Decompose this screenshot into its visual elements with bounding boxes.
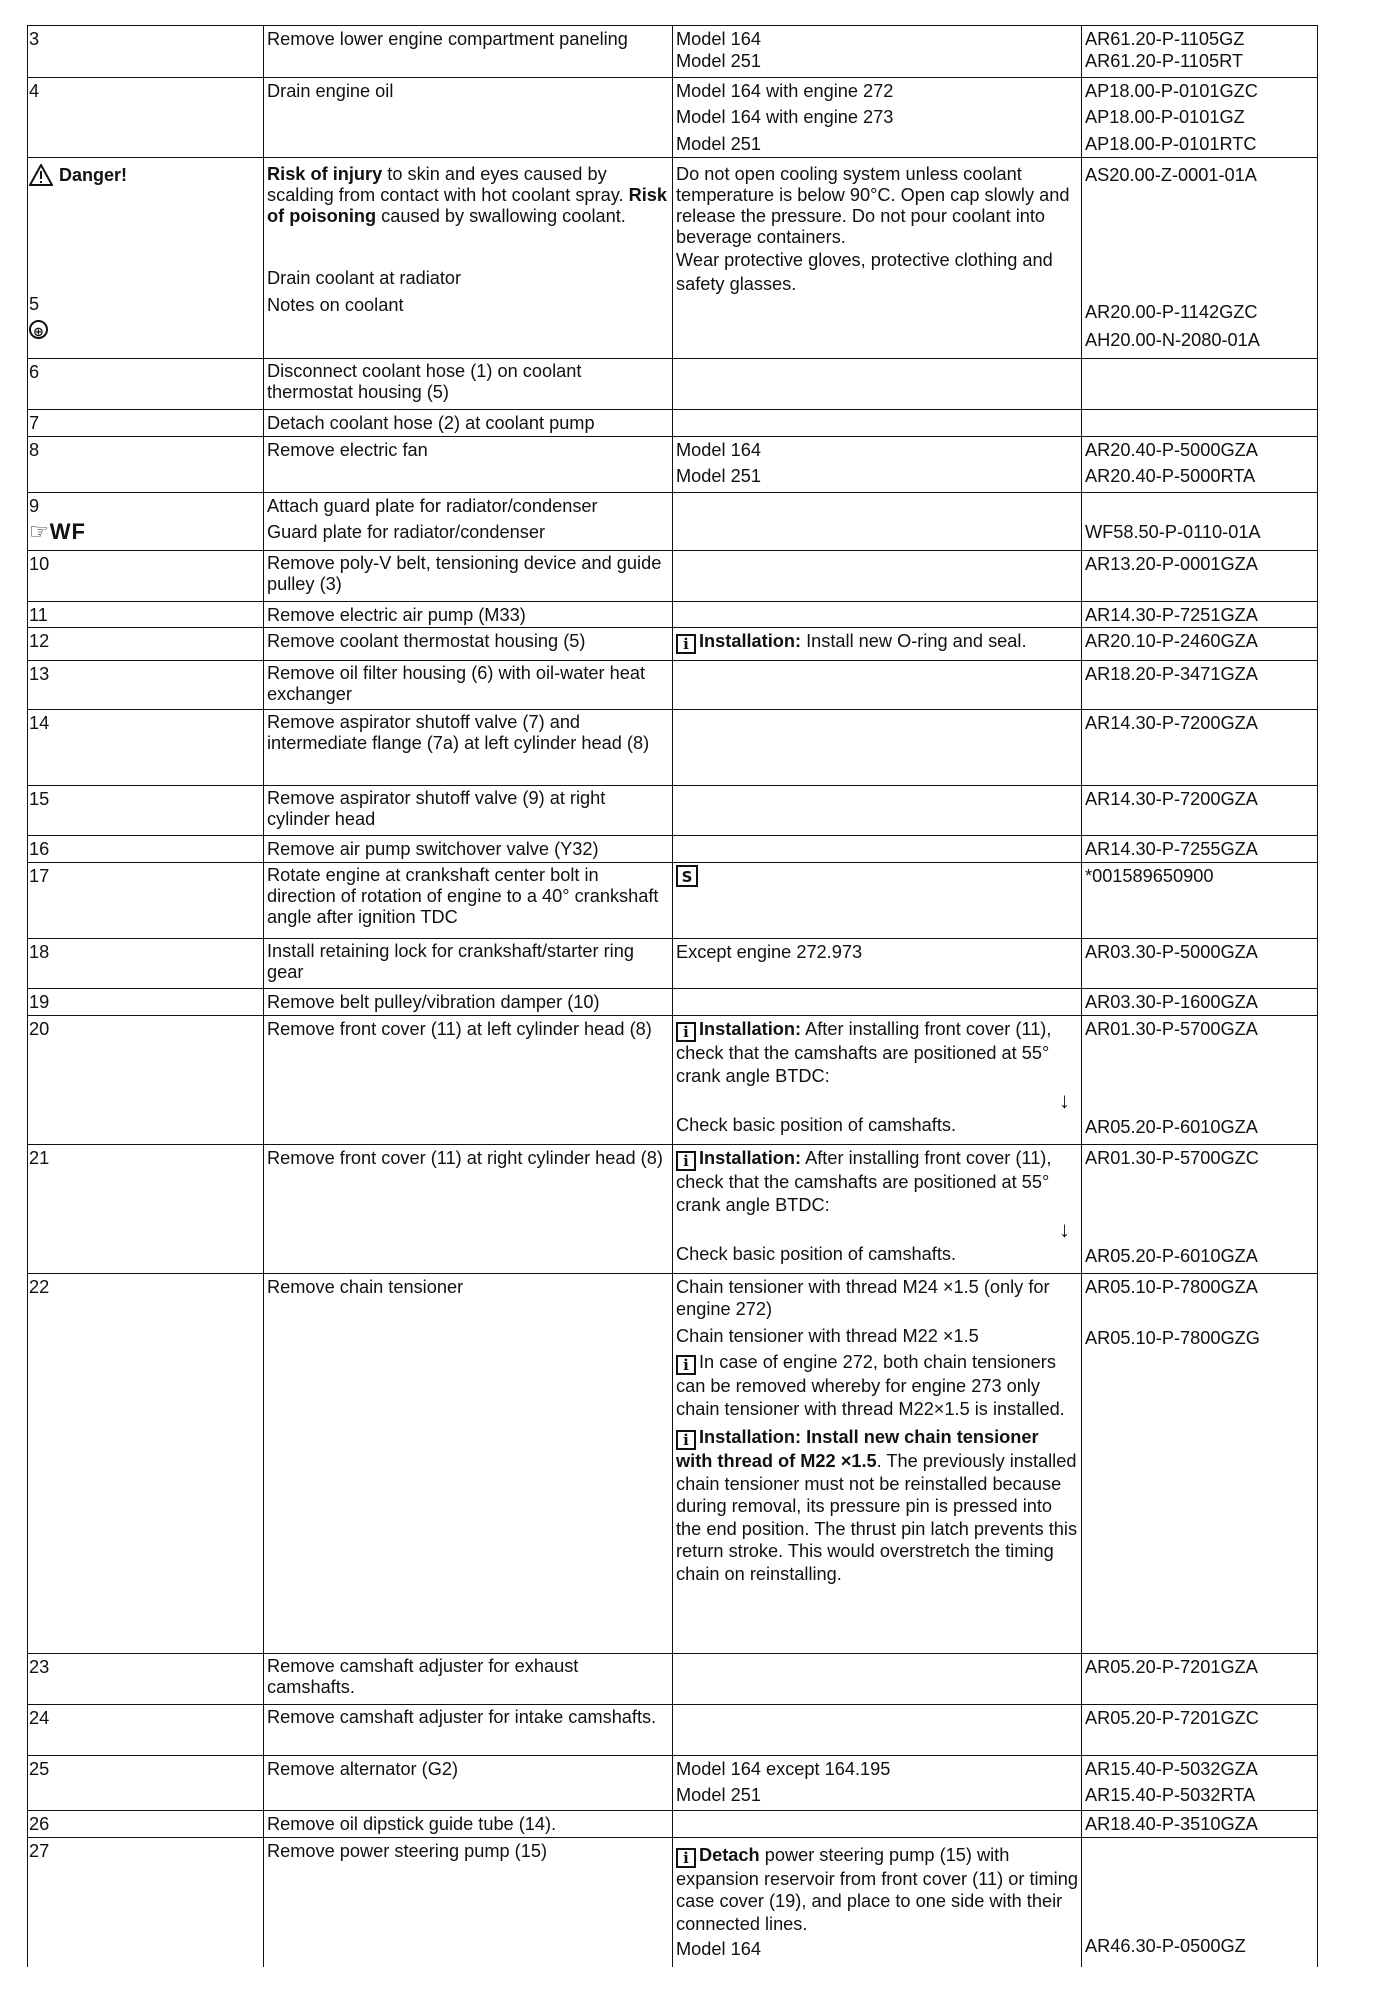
step-number: 25	[28, 1755, 264, 1810]
reference-cell[interactable]: AR05.20-P-7201GZA	[1082, 1653, 1318, 1704]
action-cell: Remove oil dipstick guide tube (14).	[264, 1810, 673, 1837]
danger-instructions: Wear protective gloves, protective clothing and safety glasses.	[676, 250, 1053, 294]
reference-cell[interactable]	[1082, 1144, 1318, 1273]
step-number: 7	[28, 410, 264, 437]
table-row	[28, 158, 1318, 359]
step-number: 14	[28, 710, 264, 786]
info-icon: i	[676, 1848, 696, 1868]
step-number: 13	[28, 661, 264, 710]
condition-cell	[673, 410, 1082, 437]
workshop-equipment-icon: ☞WF	[29, 519, 86, 545]
action-cell: Disconnect coolant hose (1) on coolant thermostat housing (5)	[264, 359, 673, 410]
reference-link[interactable]: AR15.40-P-5032RTA	[1085, 1785, 1256, 1806]
action-cell: Remove camshaft adjuster for intake camshafts.	[264, 1704, 673, 1755]
condition-cell	[673, 359, 1082, 410]
action-cell: Remove belt pulley/vibration damper (10)	[264, 989, 673, 1015]
condition-cell	[673, 78, 1082, 158]
table-row	[28, 1704, 1318, 1755]
condition-cell	[673, 989, 1082, 1015]
action-text: Notes on coolant	[267, 295, 404, 316]
condition-cell: i Installation: Install new O-ring and seal.	[673, 628, 1082, 661]
condition-text: Model 251	[676, 466, 761, 487]
action-cell: Remove electric air pump (M33)	[264, 602, 673, 628]
table-row	[28, 602, 1318, 628]
reference-link[interactable]: AR61.20-P-1105RT	[1085, 51, 1244, 72]
condition-cell	[673, 836, 1082, 863]
action-cell: Remove alternator (G2)	[264, 1755, 673, 1810]
note-icon: ⊕	[29, 320, 48, 339]
condition-cell: Except engine 272.973	[673, 939, 1082, 989]
info-icon: i	[676, 1430, 696, 1450]
reference-cell[interactable]	[1082, 78, 1318, 158]
reference-link[interactable]: AR15.40-P-5032GZA	[1085, 1758, 1258, 1779]
reference-link[interactable]: AR20.40-P-5000GZA	[1085, 440, 1258, 460]
action-cell: Install retaining lock for crankshaft/starter ring gear	[264, 939, 673, 989]
step-number: 26	[28, 1810, 264, 1837]
action-cell: Remove air pump switchover valve (Y32)	[264, 836, 673, 863]
condition-text: Model 164 except 164.195	[676, 1758, 891, 1779]
danger-text: to skin and eyes caused by scalding from contact with hot coolant spray.	[267, 164, 624, 205]
reference-cell	[1082, 359, 1318, 410]
step-number: 10	[28, 551, 264, 602]
table-row	[28, 628, 1318, 661]
condition-cell	[673, 1144, 1082, 1273]
table-row	[28, 493, 1318, 551]
reference-link[interactable]: AP18.00-P-0101GZ	[1085, 107, 1245, 128]
info-icon: i	[676, 634, 696, 654]
table-row	[28, 1144, 1318, 1273]
danger-instructions: Do not open cooling system unless coolant temperature is below 90°C. Open cap slowly and release the pressure. Do not pour coolant into beverage containers.	[676, 164, 1070, 247]
reference-cell[interactable]	[1082, 437, 1318, 493]
danger-heading: Risk of poisoning	[267, 185, 667, 226]
condition-cell	[673, 158, 1082, 359]
action-cell: Remove front cover (11) at left cylinder head (8)	[264, 1015, 673, 1144]
step-number: 21	[28, 1144, 264, 1273]
info-icon: i	[676, 1355, 696, 1375]
condition-text: Chain tensioner with thread M22 ×1.5	[676, 1325, 979, 1346]
step-number: 3	[28, 26, 264, 78]
svg-text:S: S	[681, 868, 693, 887]
condition-cell	[673, 26, 1082, 78]
condition-cell	[673, 1704, 1082, 1755]
info-note: i In case of engine 272, both chain tensioners can be removed whereby for engine 273 only chain tensioner with thread M22×1.5 is installed.	[676, 1352, 1065, 1419]
installation-note: i Installation: Install new chain tensioner with thread of M22 ×1.5. The previously installed chain tensioner must not be reinstalled because during removal, its pressure pin is pressed into the end position. The thrust pin latch prevents this return stroke. This would overstretch the timing chain on reinstalling.	[676, 1427, 1078, 1584]
detach-note: i Detach power steering pump (15) with expansion reservoir from front cover (11) or timing case cover (19), and place to one side with their connected lines.	[676, 1844, 1078, 1934]
action-cell: Remove oil filter housing (6) with oil-water heat exchanger	[264, 661, 673, 710]
action-cell	[264, 158, 673, 359]
table-row	[28, 437, 1318, 493]
action-cell: Remove lower engine compartment paneling	[264, 26, 673, 78]
condition-cell	[673, 493, 1082, 551]
action-cell: Remove chain tensioner	[264, 1273, 673, 1653]
reference-link[interactable]: AR20.00-P-1142GZC	[1085, 302, 1258, 323]
condition-text: Model 251	[676, 1785, 761, 1806]
reference-link[interactable]: AP18.00-P-0101RTC	[1085, 133, 1257, 154]
step-number: 4	[28, 78, 264, 158]
table-row	[28, 1810, 1318, 1837]
table-row	[28, 1755, 1318, 1810]
step-number: 19	[28, 989, 264, 1015]
reference-cell[interactable]: AR03.30-P-5000GZA	[1082, 939, 1318, 989]
reference-cell[interactable]: AR14.30-P-7200GZA	[1082, 786, 1318, 836]
installation-note: i Installation: After installing front cover (11), check that the camshafts are positioned at 55° crank angle BTDC:	[676, 1018, 1052, 1086]
reference-link[interactable]: AR01.30-P-5700GZA	[1085, 1018, 1258, 1039]
table-row	[28, 1653, 1318, 1704]
table-row	[28, 1015, 1318, 1144]
condition-text: Check basic position of camshafts.	[676, 1243, 957, 1264]
condition-cell	[673, 602, 1082, 628]
condition-cell	[673, 1755, 1082, 1810]
table-row	[28, 939, 1318, 989]
condition-text: Model 164	[676, 29, 761, 49]
condition-cell	[673, 661, 1082, 710]
action-cell: Remove electric fan	[264, 437, 673, 493]
reference-link[interactable]: AP18.00-P-0101GZC	[1085, 81, 1258, 101]
special-tool-icon	[676, 865, 698, 887]
condition-cell	[673, 437, 1082, 493]
step-number: 11	[28, 602, 264, 628]
table-row	[28, 1273, 1318, 1653]
reference-cell[interactable]	[1082, 158, 1318, 359]
step-number: 20	[28, 1015, 264, 1144]
table-row	[28, 410, 1318, 437]
reference-cell[interactable]	[1082, 1837, 1318, 1967]
table-row	[28, 359, 1318, 410]
step-number: 17	[28, 863, 264, 939]
table-row	[28, 26, 1318, 78]
step-number: 27	[28, 1837, 264, 1967]
condition-cell	[673, 863, 1082, 939]
action-cell: Drain engine oil	[264, 78, 673, 158]
reference-cell	[1082, 410, 1318, 437]
reference-link[interactable]: AS20.00-Z-0001-01A	[1085, 165, 1257, 185]
action-cell: Remove front cover (11) at right cylinder head (8)	[264, 1144, 673, 1273]
info-icon: i	[676, 1022, 696, 1042]
reference-cell[interactable]: *001589650900	[1082, 863, 1318, 939]
info-icon: i	[676, 1151, 696, 1171]
action-text: Attach guard plate for radiator/condenser	[267, 496, 598, 516]
table-row	[28, 836, 1318, 863]
action-cell: Detach coolant hose (2) at coolant pump	[264, 410, 673, 437]
step-number: 8	[28, 437, 264, 493]
reference-cell[interactable]: AR14.30-P-7255GZA	[1082, 836, 1318, 863]
table-row	[28, 786, 1318, 836]
action-cell: Remove power steering pump (15)	[264, 1837, 673, 1967]
table-row	[28, 78, 1318, 158]
condition-cell	[673, 1810, 1082, 1837]
reference-cell[interactable]: AR05.20-P-7201GZC	[1082, 1704, 1318, 1755]
action-cell: Remove camshaft adjuster for exhaust camshafts.	[264, 1653, 673, 1704]
condition-cell	[673, 551, 1082, 602]
step-number: 16	[28, 836, 264, 863]
table-row	[28, 1837, 1318, 1967]
step-number: 6	[28, 359, 264, 410]
danger-text: caused by swallowing coolant.	[376, 206, 626, 226]
condition-text: Model 251	[676, 51, 761, 72]
action-text: Guard plate for radiator/condenser	[267, 522, 546, 543]
danger-heading: Risk of injury	[267, 164, 383, 184]
step-number: 15	[28, 786, 264, 836]
step-number: 22	[28, 1273, 264, 1653]
step-cell	[28, 493, 264, 551]
table-row	[28, 661, 1318, 710]
table-row	[28, 989, 1318, 1015]
reference-cell[interactable]	[1082, 1273, 1318, 1653]
condition-cell	[673, 1273, 1082, 1653]
reference-cell[interactable]	[1082, 493, 1318, 551]
reference-link[interactable]: AR46.30-P-0500GZ	[1085, 1935, 1246, 1956]
action-cell	[264, 493, 673, 551]
reference-cell[interactable]: AR03.30-P-1600GZA	[1082, 989, 1318, 1015]
step-number: 5	[29, 294, 40, 315]
condition-text: Chain tensioner with thread M24 ×1.5 (only for engine 272)	[676, 1276, 1050, 1320]
reference-link[interactable]: AR01.30-P-5700GZC	[1085, 1147, 1259, 1168]
reference-link[interactable]: AH20.00-N-2080-01A	[1085, 329, 1260, 350]
step-number: 9	[29, 496, 40, 516]
condition-text: Model 164	[676, 1939, 761, 1960]
table-row	[28, 710, 1318, 786]
condition-text: Model 164	[676, 440, 761, 460]
reference-cell[interactable]: AR18.20-P-3471GZA	[1082, 661, 1318, 710]
reference-link[interactable]: WF58.50-P-0110-01A	[1085, 522, 1261, 542]
danger-cell	[28, 158, 264, 359]
table-row	[28, 863, 1318, 939]
table-row	[28, 551, 1318, 602]
reference-cell[interactable]	[1082, 1015, 1318, 1144]
reference-cell[interactable]: AR14.30-P-7200GZA	[1082, 710, 1318, 786]
warning-icon	[29, 164, 53, 186]
step-number: 24	[28, 1704, 264, 1755]
installation-note: i Installation: After installing front cover (11), check that the camshafts are positioned at 55° crank angle BTDC:	[676, 1147, 1052, 1215]
action-cell: Remove aspirator shutoff valve (7) and intermediate flange (7a) at left cylinder head (8)	[264, 710, 673, 786]
step-number: 12	[28, 628, 264, 661]
action-cell: Remove aspirator shutoff valve (9) at right cylinder head	[264, 786, 673, 836]
condition-text: Model 164 with engine 272	[676, 81, 894, 101]
action-text: Drain coolant at radiator	[267, 268, 462, 288]
condition-cell	[673, 710, 1082, 786]
reference-cell[interactable]: AR20.10-P-2460GZA	[1082, 628, 1318, 661]
down-arrow-icon: ↓	[1059, 1216, 1070, 1242]
danger-label: Danger!	[29, 164, 260, 186]
action-cell: Remove coolant thermostat housing (5)	[264, 628, 673, 661]
condition-text: Check basic position of camshafts.	[676, 1114, 957, 1135]
reference-link[interactable]: AR05.10-P-7800GZA	[1085, 1276, 1258, 1297]
action-cell: Rotate engine at crankshaft center bolt in direction of rotation of engine to a 40° crankshaft angle after ignition TDC	[264, 863, 673, 939]
reference-link[interactable]: AR61.20-P-1105GZ	[1085, 29, 1245, 49]
condition-text: Model 251	[676, 133, 761, 154]
reference-cell[interactable]: AR14.30-P-7251GZA	[1082, 602, 1318, 628]
step-number: 18	[28, 939, 264, 989]
reference-link[interactable]: AR05.20-P-6010GZA	[1085, 1246, 1258, 1267]
condition-cell	[673, 1015, 1082, 1144]
step-number: 23	[28, 1653, 264, 1704]
reference-cell[interactable]: AR13.20-P-0001GZA	[1082, 551, 1318, 602]
down-arrow-icon: ↓	[1059, 1087, 1070, 1113]
procedure-table	[27, 25, 1318, 1967]
condition-cell	[673, 1837, 1082, 1967]
condition-cell	[673, 1653, 1082, 1704]
reference-cell[interactable]	[1082, 26, 1318, 78]
condition-text: Model 164 with engine 273	[676, 107, 894, 128]
reference-link[interactable]: AR20.40-P-5000RTA	[1085, 466, 1256, 487]
action-cell: Remove poly-V belt, tensioning device and guide pulley (3)	[264, 551, 673, 602]
procedure-document	[27, 25, 1317, 1967]
reference-cell[interactable]: AR18.40-P-3510GZA	[1082, 1810, 1318, 1837]
reference-link[interactable]: AR05.10-P-7800GZG	[1085, 1328, 1260, 1349]
reference-cell[interactable]	[1082, 1755, 1318, 1810]
condition-cell	[673, 786, 1082, 836]
reference-link[interactable]: AR05.20-P-6010GZA	[1085, 1117, 1258, 1138]
